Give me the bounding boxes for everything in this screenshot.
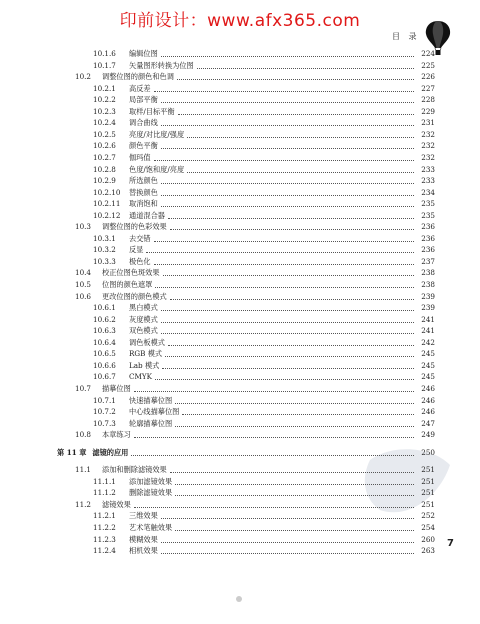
toc-entry-title: 校正位图色斑效果 [102, 268, 160, 278]
toc-entry-page: 245 [421, 372, 435, 382]
toc-entry-number: 11.1.1 [93, 476, 116, 486]
toc-entry-title: 所选颜色 [129, 176, 158, 186]
toc-entry-title: 双色模式 [129, 326, 158, 336]
toc-entry-number: 10.2.3 [93, 106, 116, 116]
toc-entry-number: 11.1.2 [93, 488, 116, 498]
toc-entry-page: 245 [421, 349, 435, 359]
toc-entry-page: 232 [421, 152, 435, 162]
toc-entry [75, 70, 435, 82]
toc-entry-page: 232 [421, 141, 435, 151]
toc-entry-page: 250 [421, 447, 435, 457]
toc-entry-title: 本章练习 [102, 430, 131, 440]
toc-entry-number: 11.2.1 [93, 511, 116, 521]
toc-entry-page: 229 [421, 106, 435, 116]
toc-entry-page: 226 [421, 72, 435, 82]
dot-leader [165, 356, 414, 357]
toc-entry-number: 10.6.1 [93, 303, 116, 313]
toc-entry-title: 位图的颜色遮罩 [102, 280, 153, 289]
toc-entry-title: 艺术笔触效果 [129, 523, 173, 532]
toc-entry-page: 234 [421, 187, 435, 197]
toc-entry-title: 伽玛值 [129, 152, 151, 162]
toc-entry-title: 快速描摹位图 [129, 395, 173, 405]
toc-entry-number: 10.6.6 [93, 360, 116, 370]
toc-entry [75, 220, 435, 232]
toc-entry-page: 239 [421, 303, 435, 313]
toc-entry-title: 黑白模式 [129, 303, 158, 313]
toc-entry [93, 533, 435, 545]
dot-leader [187, 172, 414, 173]
toc-entry-number: 10.8 [75, 430, 92, 440]
toc-entry-number: 10.3 [75, 222, 92, 232]
dot-leader [155, 379, 414, 380]
toc-entry [93, 243, 435, 255]
toc-entry-number: 10.7.1 [93, 395, 116, 405]
toc-entry [93, 417, 435, 429]
toc-entry-number: 10.2.12 [93, 210, 121, 220]
toc-entry [93, 163, 435, 175]
toc-entry [93, 59, 435, 71]
toc-entry [93, 336, 435, 348]
toc-entry-page: 233 [421, 164, 435, 174]
dot-leader [170, 472, 414, 473]
toc-entry-page: 251 [421, 488, 435, 498]
toc-entry-title: RGB 模式 [129, 349, 163, 359]
dot-leader [161, 553, 414, 554]
dot-leader [175, 530, 414, 531]
dot-leader [170, 299, 414, 300]
toc-entry [93, 301, 435, 313]
dot-leader [168, 345, 414, 346]
dot-leader [161, 148, 414, 149]
toc-entry-number: 第 11 章 [57, 447, 87, 457]
toc-entry-page: 252 [421, 511, 435, 521]
toc-entry-page: 236 [421, 233, 435, 243]
toc-entry-number: 10.2.8 [93, 164, 116, 174]
toc-entry-page: 251 [421, 476, 435, 486]
toc-entry-title: 描摹位图 [102, 383, 131, 393]
dot-leader [187, 137, 414, 138]
dot-leader [131, 455, 414, 456]
toc-entry [93, 486, 435, 498]
table-of-contents [57, 47, 435, 556]
toc-entry-title: 滤镜的应用 [92, 447, 129, 457]
toc-entry [93, 370, 435, 382]
toc-entry-title: 替换颜色 [129, 187, 158, 197]
toc-entry [93, 105, 435, 117]
toc-entry [93, 324, 435, 336]
toc-entry-number: 10.3.3 [93, 256, 116, 266]
toc-entry-number: 10.2.5 [93, 129, 116, 139]
toc-entry-number: 10.7.3 [93, 418, 116, 428]
dot-leader [170, 229, 414, 230]
toc-entry-title: 三维效果 [129, 511, 158, 521]
toc-entry [93, 405, 435, 417]
toc-entry-number: 10.1.7 [93, 60, 116, 70]
toc-entry-title: 矢量图形转换为位图 [129, 60, 194, 70]
toc-entry-page: 238 [421, 268, 435, 278]
toc-entry-number: 11.1 [75, 465, 92, 475]
toc-entry-title: 色度/饱和度/亮度 [129, 164, 185, 174]
toc-entry-number: 10.3.2 [93, 245, 116, 255]
toc-entry-title: 灰度模式 [129, 314, 158, 324]
toc-entry-number: 10.1.6 [93, 49, 116, 58]
toc-entry [75, 278, 435, 290]
toc-entry-title: 滤镜效果 [102, 499, 131, 509]
dot-leader [175, 426, 414, 427]
dot-leader [161, 518, 414, 519]
toc-entry-title: 调色板模式 [129, 337, 165, 347]
toc-entry-number: 11.2 [75, 499, 92, 509]
toc-entry-number: 10.7 [75, 383, 92, 393]
toc-entry-page: 224 [421, 49, 435, 58]
toc-entry-number: 10.2.2 [93, 95, 116, 105]
toc-entry-title: 更改位图的颜色模式 [102, 291, 167, 301]
toc-entry-title: 极色化 [129, 256, 151, 266]
toc-entry-number: 11.2.3 [93, 534, 116, 544]
toc-entry-title: 添加滤镜效果 [129, 476, 173, 486]
toc-entry-page: 242 [421, 337, 435, 347]
page-number: 7 [447, 538, 454, 549]
toc-entry-title: 去交错 [129, 233, 151, 243]
toc-entry-page: 239 [421, 291, 435, 301]
toc-entry-number: 10.7.2 [93, 407, 116, 417]
dot-leader [134, 437, 414, 438]
toc-entry-title: 编辑位图 [129, 49, 158, 58]
toc-entry-title: 局部平衡 [129, 95, 158, 105]
toc-entry-page: 251 [421, 499, 435, 509]
dot-leader [175, 403, 414, 404]
running-header: 目 录 [392, 32, 420, 41]
toc-entry [93, 509, 435, 521]
toc-entry-number: 10.2 [75, 72, 92, 82]
toc-entry-number: 10.3.1 [93, 233, 116, 243]
toc-entry-page: 232 [421, 129, 435, 139]
dot-leader [134, 391, 414, 392]
toc-entry-number: 10.6.2 [93, 314, 116, 324]
toc-entry-title: 亮度/对比度/强度 [129, 129, 185, 139]
dot-leader [182, 414, 414, 415]
toc-entry-number: 11.2.2 [93, 523, 116, 532]
toc-entry-page: 235 [421, 210, 435, 220]
toc-entry [93, 47, 435, 59]
toc-entry-page: 235 [421, 199, 435, 209]
toc-entry-page: 251 [421, 465, 435, 475]
toc-entry-page: 246 [421, 395, 435, 405]
dot-leader [161, 183, 414, 184]
toc-entry [93, 151, 435, 163]
toc-entry [75, 498, 435, 510]
toc-entry [93, 116, 435, 128]
site-banner: 印前设计：www.afx365.com [119, 11, 361, 31]
toc-entry-title: 模糊效果 [129, 534, 158, 544]
toc-entry-page: 247 [421, 418, 435, 428]
toc-entry [93, 347, 435, 359]
dot-leader [161, 102, 414, 103]
dot-leader [161, 56, 414, 57]
toc-entry-title: Lab 模式 [129, 360, 160, 370]
toc-entry [93, 93, 435, 105]
toc-entry [75, 290, 435, 302]
toc-entry-number: 10.5 [75, 280, 92, 289]
dot-leader [178, 114, 414, 115]
toc-entry-page: 249 [421, 430, 435, 440]
toc-entry [93, 82, 435, 94]
toc-entry [75, 463, 435, 475]
toc-entry-page: 236 [421, 222, 435, 232]
dot-leader [197, 68, 414, 69]
toc-entry-number: 10.2.9 [93, 176, 116, 186]
dot-leader [163, 275, 414, 276]
toc-entry-number: 10.2.11 [93, 199, 121, 209]
toc-entry [93, 475, 435, 487]
toc-entry [93, 359, 435, 371]
dot-leader [175, 495, 414, 496]
toc-entry-number: 10.2.7 [93, 152, 116, 162]
toc-entry-number: 11.2.4 [93, 546, 116, 556]
dot-leader [146, 252, 414, 253]
toc-entry-page: 227 [421, 83, 435, 93]
toc-entry-title: 删除滤镜效果 [129, 488, 173, 498]
toc-entry-number: 10.2.4 [93, 118, 116, 128]
toc-entry-title: 颜色平衡 [129, 141, 158, 151]
toc-entry-page: 233 [421, 176, 435, 186]
toc-entry [57, 446, 435, 458]
toc-entry [93, 544, 435, 556]
toc-entry-title: 添加和删除滤镜效果 [102, 465, 167, 475]
toc-entry-page: 238 [421, 280, 435, 289]
toc-entry-title: 反显 [129, 245, 144, 255]
toc-entry [75, 428, 435, 440]
dot-leader [161, 206, 414, 207]
toc-entry-number: 10.6.7 [93, 372, 116, 382]
toc-entry-number: 10.6.5 [93, 349, 116, 359]
toc-entry-page: 241 [421, 314, 435, 324]
toc-entry-number: 10.6 [75, 291, 92, 301]
toc-entry-number: 10.2.10 [93, 187, 121, 197]
toc-entry [93, 232, 435, 244]
toc-entry-page: 225 [421, 60, 435, 70]
toc-entry-number: 10.6.4 [93, 337, 116, 347]
toc-entry-page: 228 [421, 95, 435, 105]
toc-entry [93, 209, 435, 221]
toc-entry [93, 174, 435, 186]
toc-entry-title: 取样/目标平衡 [129, 106, 175, 116]
toc-entry [93, 394, 435, 406]
toc-entry-page: 246 [421, 383, 435, 393]
toc-entry [93, 313, 435, 325]
dot-leader [177, 79, 414, 80]
toc-entry [75, 382, 435, 394]
dot-leader [154, 91, 414, 92]
toc-entry-number: 10.4 [75, 268, 92, 278]
toc-entry-page: 241 [421, 326, 435, 336]
toc-entry [93, 128, 435, 140]
toc-entry-title: 调合曲线 [129, 118, 158, 128]
dot-leader [161, 542, 414, 543]
toc-entry-title: CMYK [129, 372, 152, 382]
toc-entry-number: 10.2.1 [93, 83, 116, 93]
toc-entry [93, 197, 435, 209]
toc-entry-title: 高反差 [129, 83, 151, 93]
dot-leader [134, 507, 414, 508]
toc-entry-page: 231 [421, 118, 435, 128]
dot-leader [161, 195, 414, 196]
toc-entry-page: 254 [421, 523, 435, 532]
scan-mark [236, 596, 242, 602]
toc-entry-page: 246 [421, 407, 435, 417]
toc-entry-page: 236 [421, 245, 435, 255]
toc-entry-title: 取消饱和 [129, 199, 158, 209]
toc-entry [93, 186, 435, 198]
dot-leader [161, 310, 414, 311]
toc-entry [93, 521, 435, 533]
toc-entry [93, 255, 435, 267]
dot-leader [175, 484, 414, 485]
toc-entry [75, 266, 435, 278]
dot-leader [161, 125, 414, 126]
dot-leader [155, 287, 414, 288]
toc-entry [93, 139, 435, 151]
toc-entry-number: 10.2.6 [93, 141, 116, 151]
dot-leader [154, 241, 414, 242]
dot-leader [154, 160, 414, 161]
toc-entry-page: 245 [421, 360, 435, 370]
toc-entry-title: 相机效果 [129, 546, 158, 556]
toc-entry-title: 调整位图的色彩效果 [102, 222, 167, 232]
dot-leader [161, 322, 414, 323]
dot-leader [161, 333, 414, 334]
toc-entry-page: 260 [421, 534, 435, 544]
toc-entry-number: 10.6.3 [93, 326, 116, 336]
dot-leader [154, 264, 414, 265]
toc-entry-page: 237 [421, 256, 435, 266]
toc-entry-title: 轮廓描摹位图 [129, 418, 173, 428]
dot-leader [162, 368, 414, 369]
toc-entry-title: 通道混合器 [129, 210, 165, 220]
toc-entry-title: 调整位图的颜色和色调 [102, 72, 174, 82]
toc-entry-page: 263 [421, 546, 435, 556]
dot-leader [168, 218, 414, 219]
toc-entry-title: 中心线描摹位图 [129, 407, 180, 417]
